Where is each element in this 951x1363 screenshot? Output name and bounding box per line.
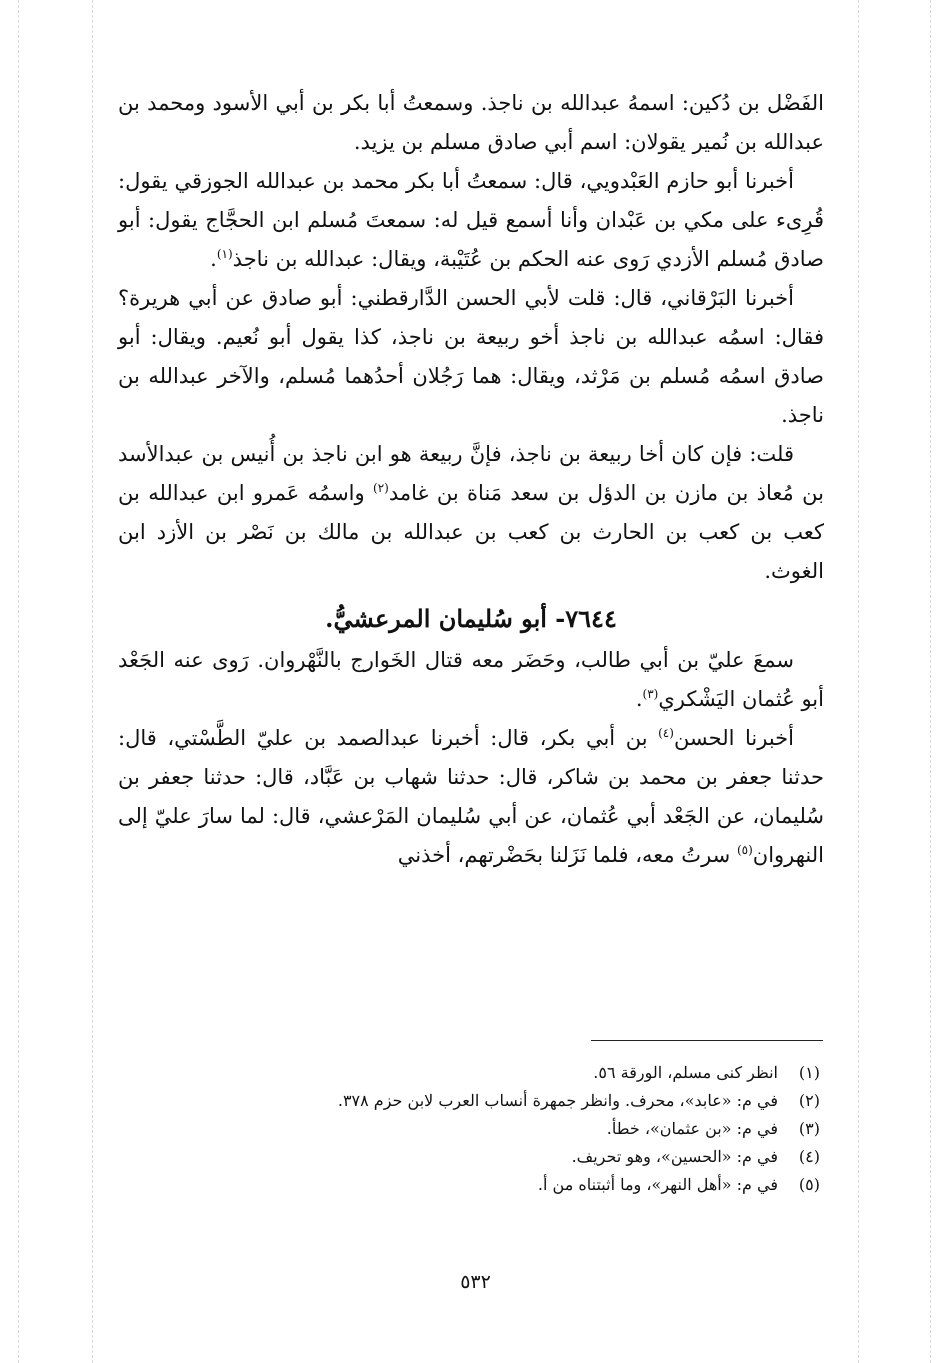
- footnote-4: [160, 1143, 820, 1171]
- footnote-text: في م: «عابد»، محرف. وانظر جمهرة أنساب العرب لابن حزم ٣٧٨.: [337, 1091, 778, 1110]
- scan-guide-line: [92, 0, 93, 1363]
- entry-number: ٧٦٤٤: [565, 604, 617, 633]
- footnote-number: (٤): [798, 1147, 820, 1166]
- footnote-3: [160, 1115, 820, 1143]
- paragraph-6-text-c: سرتُ معه، فلما نَزَلنا بحَضْرتهم، أخذني: [397, 843, 737, 867]
- scan-guide-line: [858, 0, 859, 1363]
- paragraph-1-text: الفَضْل بن دُكين: اسمهُ عبدالله بن ناجذ. وسمعتُ أبا بكر بن أبي الأسود ومحمد بن عبدالله بن نُمير يقولان: اسم أبي صادق مسلم بن يزيد.: [118, 91, 824, 154]
- footnote-number: (١): [798, 1063, 820, 1082]
- paragraph-6: [118, 719, 824, 875]
- footnote-ref-3[interactable]: (٣): [642, 687, 659, 701]
- footnote-text: في م: «الحسين»، وهو تحريف.: [571, 1147, 778, 1166]
- footnote-ref-2[interactable]: (٢): [373, 481, 389, 495]
- footnote-ref-4[interactable]: (٤): [658, 726, 674, 740]
- paragraph-4: [118, 435, 824, 591]
- paragraph-4-text-b: واسمُه عَمرو ابن عبدالله بن كعب بن كعب بن الحارث بن كعب بن عبدالله بن مالك بن نَصْر بن الأزد ابن الغوث.: [118, 481, 824, 583]
- paragraph-5-tail: .: [635, 687, 643, 711]
- main-text: [118, 84, 824, 875]
- entry-heading-separator: -: [546, 604, 566, 633]
- paragraph-6-text-a: أخبرنا الحسن: [673, 726, 794, 750]
- page-number: ٥٣٢: [460, 1271, 491, 1293]
- paragraph-2-tail: .: [210, 247, 217, 271]
- paragraph-5-text: سمعَ عليّ بن أبي طالب، وحَضَر معه قتال الخَوارج بالنَّهْروان. رَوى عنه الجَعْد أبو عُثمان اليَشْكري: [118, 648, 824, 711]
- scan-guide-line: [18, 0, 19, 1363]
- footnote-ref-1[interactable]: (١): [216, 247, 233, 261]
- paragraph-2-text: أخبرنا أبو حازم العَبْدويي، قال: سمعتُ أبا بكر محمد بن عبدالله الجوزقي يقول: قُرِىء على مكي بن عَبْدان وأنا أسمع قيل له: سمعتَ مُسلم ابن الحجَّاج يقول: أبو صادق مُسلم الأزدي رَوى عنه الحكم بن عُتَيْبة، ويقال: عبدالله بن ناجذ: [118, 169, 824, 271]
- paragraph-3: [118, 279, 824, 435]
- footnote-2: [160, 1087, 820, 1115]
- paragraph-4-text-a: قلت: فإن كان أخا ربيعة بن ناجذ، فإنَّ ربيعة هو ابن ناجذ بن أُنيس بن عبدالأسد بن مُعاذ بن مازن بن الدؤل بن سعد مَناة بن غامد: [118, 442, 824, 505]
- footnotes: [160, 1059, 820, 1199]
- footnote-5: [160, 1171, 820, 1199]
- paragraph-1: [118, 84, 824, 162]
- entry-heading: [118, 597, 824, 641]
- footnote-number: (٥): [798, 1175, 820, 1194]
- paragraph-6-text-b: بن أبي بكر، قال: أخبرنا عبدالصمد بن عليّ الطَّسْتي، قال: حدثنا جعفر بن محمد بن شاكر، قال: حدثنا شهاب بن عَبَّاد، قال: حدثنا جعفر بن سُليمان، عن الجَعْد أبي عُثمان، عن أبي سُليمان المَرْعشي، قال: لما سارَ عليّ إلى النهروان: [118, 726, 824, 867]
- paragraph-2: [118, 162, 824, 279]
- footnote-1: [160, 1059, 820, 1087]
- scan-guide-line: [930, 0, 931, 1363]
- footnote-text: انظر كنى مسلم، الورقة ٥٦.: [593, 1063, 778, 1082]
- paragraph-5: [118, 641, 824, 719]
- paragraph-3-text: أخبرنا البَرْقاني، قال: قلت لأبي الحسن الدَّارقطني: أبو صادق عن أبي هريرة؟ فقال: اسمُه عبدالله بن ناجذ أخو ربيعة بن ناجذ، كذا يقول أبو نُعيم. ويقال: أبو صادق اسمُه مُسلم بن مَرْثد، ويقال: هما رَجُلان أحدُهما مُسلم، والآخر عبدالله بن ناجذ.: [118, 286, 824, 427]
- footnote-text: في م: «أهل النهر»، وما أثبتناه من أ.: [537, 1175, 778, 1194]
- entry-name: أبو سُليمان المرعشيُّ.: [325, 604, 547, 633]
- footnote-divider: [591, 1040, 823, 1041]
- footnote-ref-5[interactable]: (٥): [736, 843, 753, 857]
- footnote-text: في م: «بن عثمان»، خطأ.: [606, 1119, 778, 1138]
- footnote-number: (٢): [798, 1091, 820, 1110]
- footnote-number: (٣): [798, 1119, 820, 1138]
